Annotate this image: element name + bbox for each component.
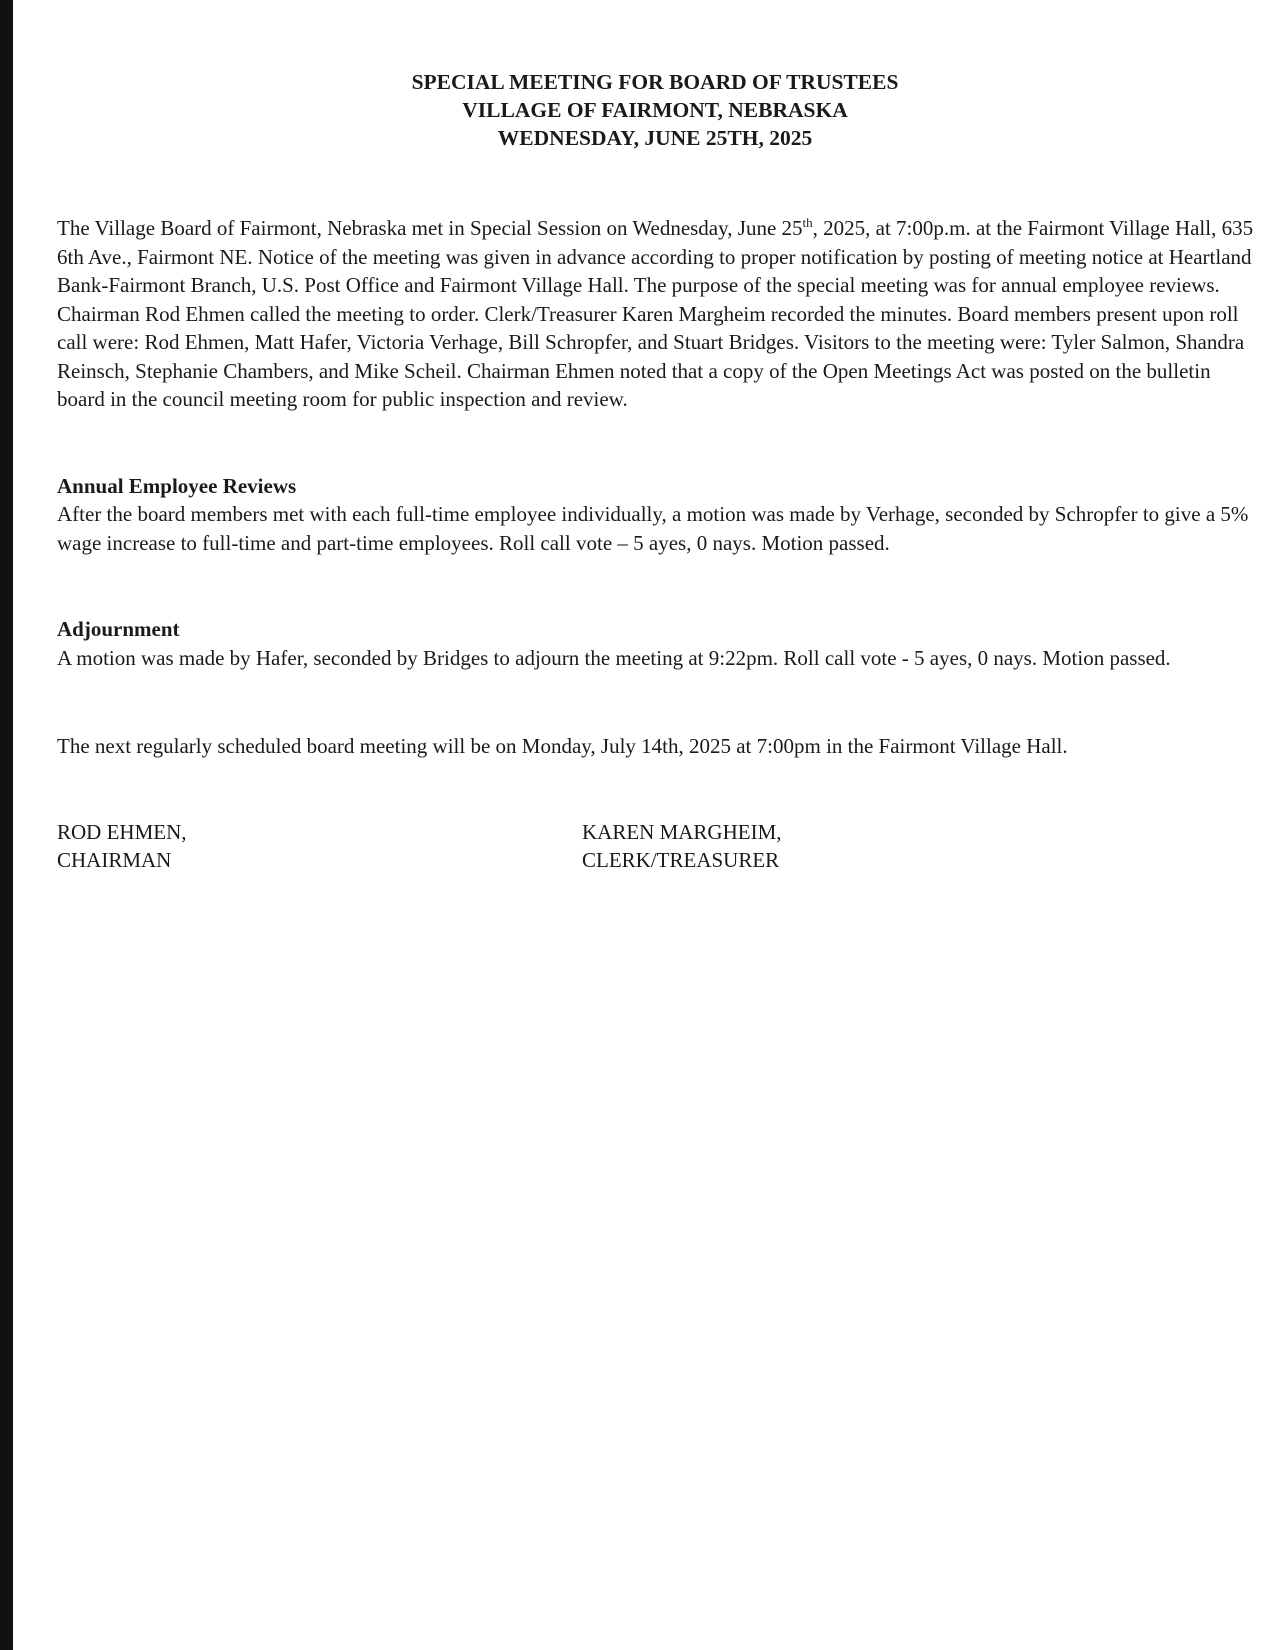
intro-text-start: The Village Board of Fairmont, Nebraska met in Special Session on Wednesday, June 25 xyxy=(57,216,803,240)
intro-text-rest: , 2025, at 7:00p.m. at the Fairmont Village Hall, 635 6th Ave., Fairmont NE. Notice of the meeting was given in advance according to proper notification by posting of meeting notice at Heartland Bank-Fairmont Branch, U.S. Post Office and Fairmont Village Hall. The purpose of the special meeting was for annual employee reviews. Chairman Rod Ehmen called the meeting to order. Clerk/Treasurer Karen Margheim recorded the minutes. Board members present upon roll call were: Rod Ehmen, Matt Hafer, Victoria Verhage, Bill Schropfer, and Stuart Bridges. Visitors to the meeting were: Tyler Salmon, Shandra Reinsch, Stephanie Chambers, and Mike Scheil. Chairman Ehmen noted that a copy of the Open Meetings Act was posted on the bulletin board in the council meeting room for public inspection and review. xyxy=(57,216,1254,411)
reviews-paragraph: After the board members met with each full-time employee individually, a motion was made by Verhage, seconded by Schropfer to give a 5% wage increase to full-time and part-time employees. Roll call vote – 5 ayes, 0 nays. Motion passed. xyxy=(57,502,1249,555)
signature-clerk-name: KAREN MARGHEIM, xyxy=(582,820,782,844)
section-title-reviews: Annual Employee Reviews xyxy=(57,474,297,498)
scan-edge xyxy=(0,0,13,1650)
document-header xyxy=(0,68,1275,152)
signature-clerk xyxy=(582,818,782,874)
signature-chairman-title: CHAIRMAN xyxy=(57,848,172,872)
signature-chairman xyxy=(57,818,187,874)
header-line-date: WEDNESDAY, JUNE 25TH, 2025 xyxy=(497,126,813,150)
signature-clerk-title: CLERK/TREASURER xyxy=(582,848,780,872)
header-line-village: VILLAGE OF FAIRMONT, NEBRASKA xyxy=(462,98,848,122)
section-title-adjournment: Adjournment xyxy=(57,617,180,641)
signature-chairman-name: ROD EHMEN, xyxy=(57,820,187,844)
adjournment-paragraph: A motion was made by Hafer, seconded by Bridges to adjourn the meeting at 9:22pm. Roll call vote - 5 ayes, 0 nays. Motion passed. xyxy=(57,646,1171,670)
intro-superscript: th xyxy=(802,215,813,230)
header-line-meeting-type: SPECIAL MEETING FOR BOARD OF TRUSTEES xyxy=(411,70,899,94)
intro-paragraph xyxy=(57,214,1257,414)
next-meeting-paragraph: The next regularly scheduled board meeting will be on Monday, July 14th, 2025 at 7:00pm in the Fairmont Village Hall. xyxy=(57,734,1068,758)
